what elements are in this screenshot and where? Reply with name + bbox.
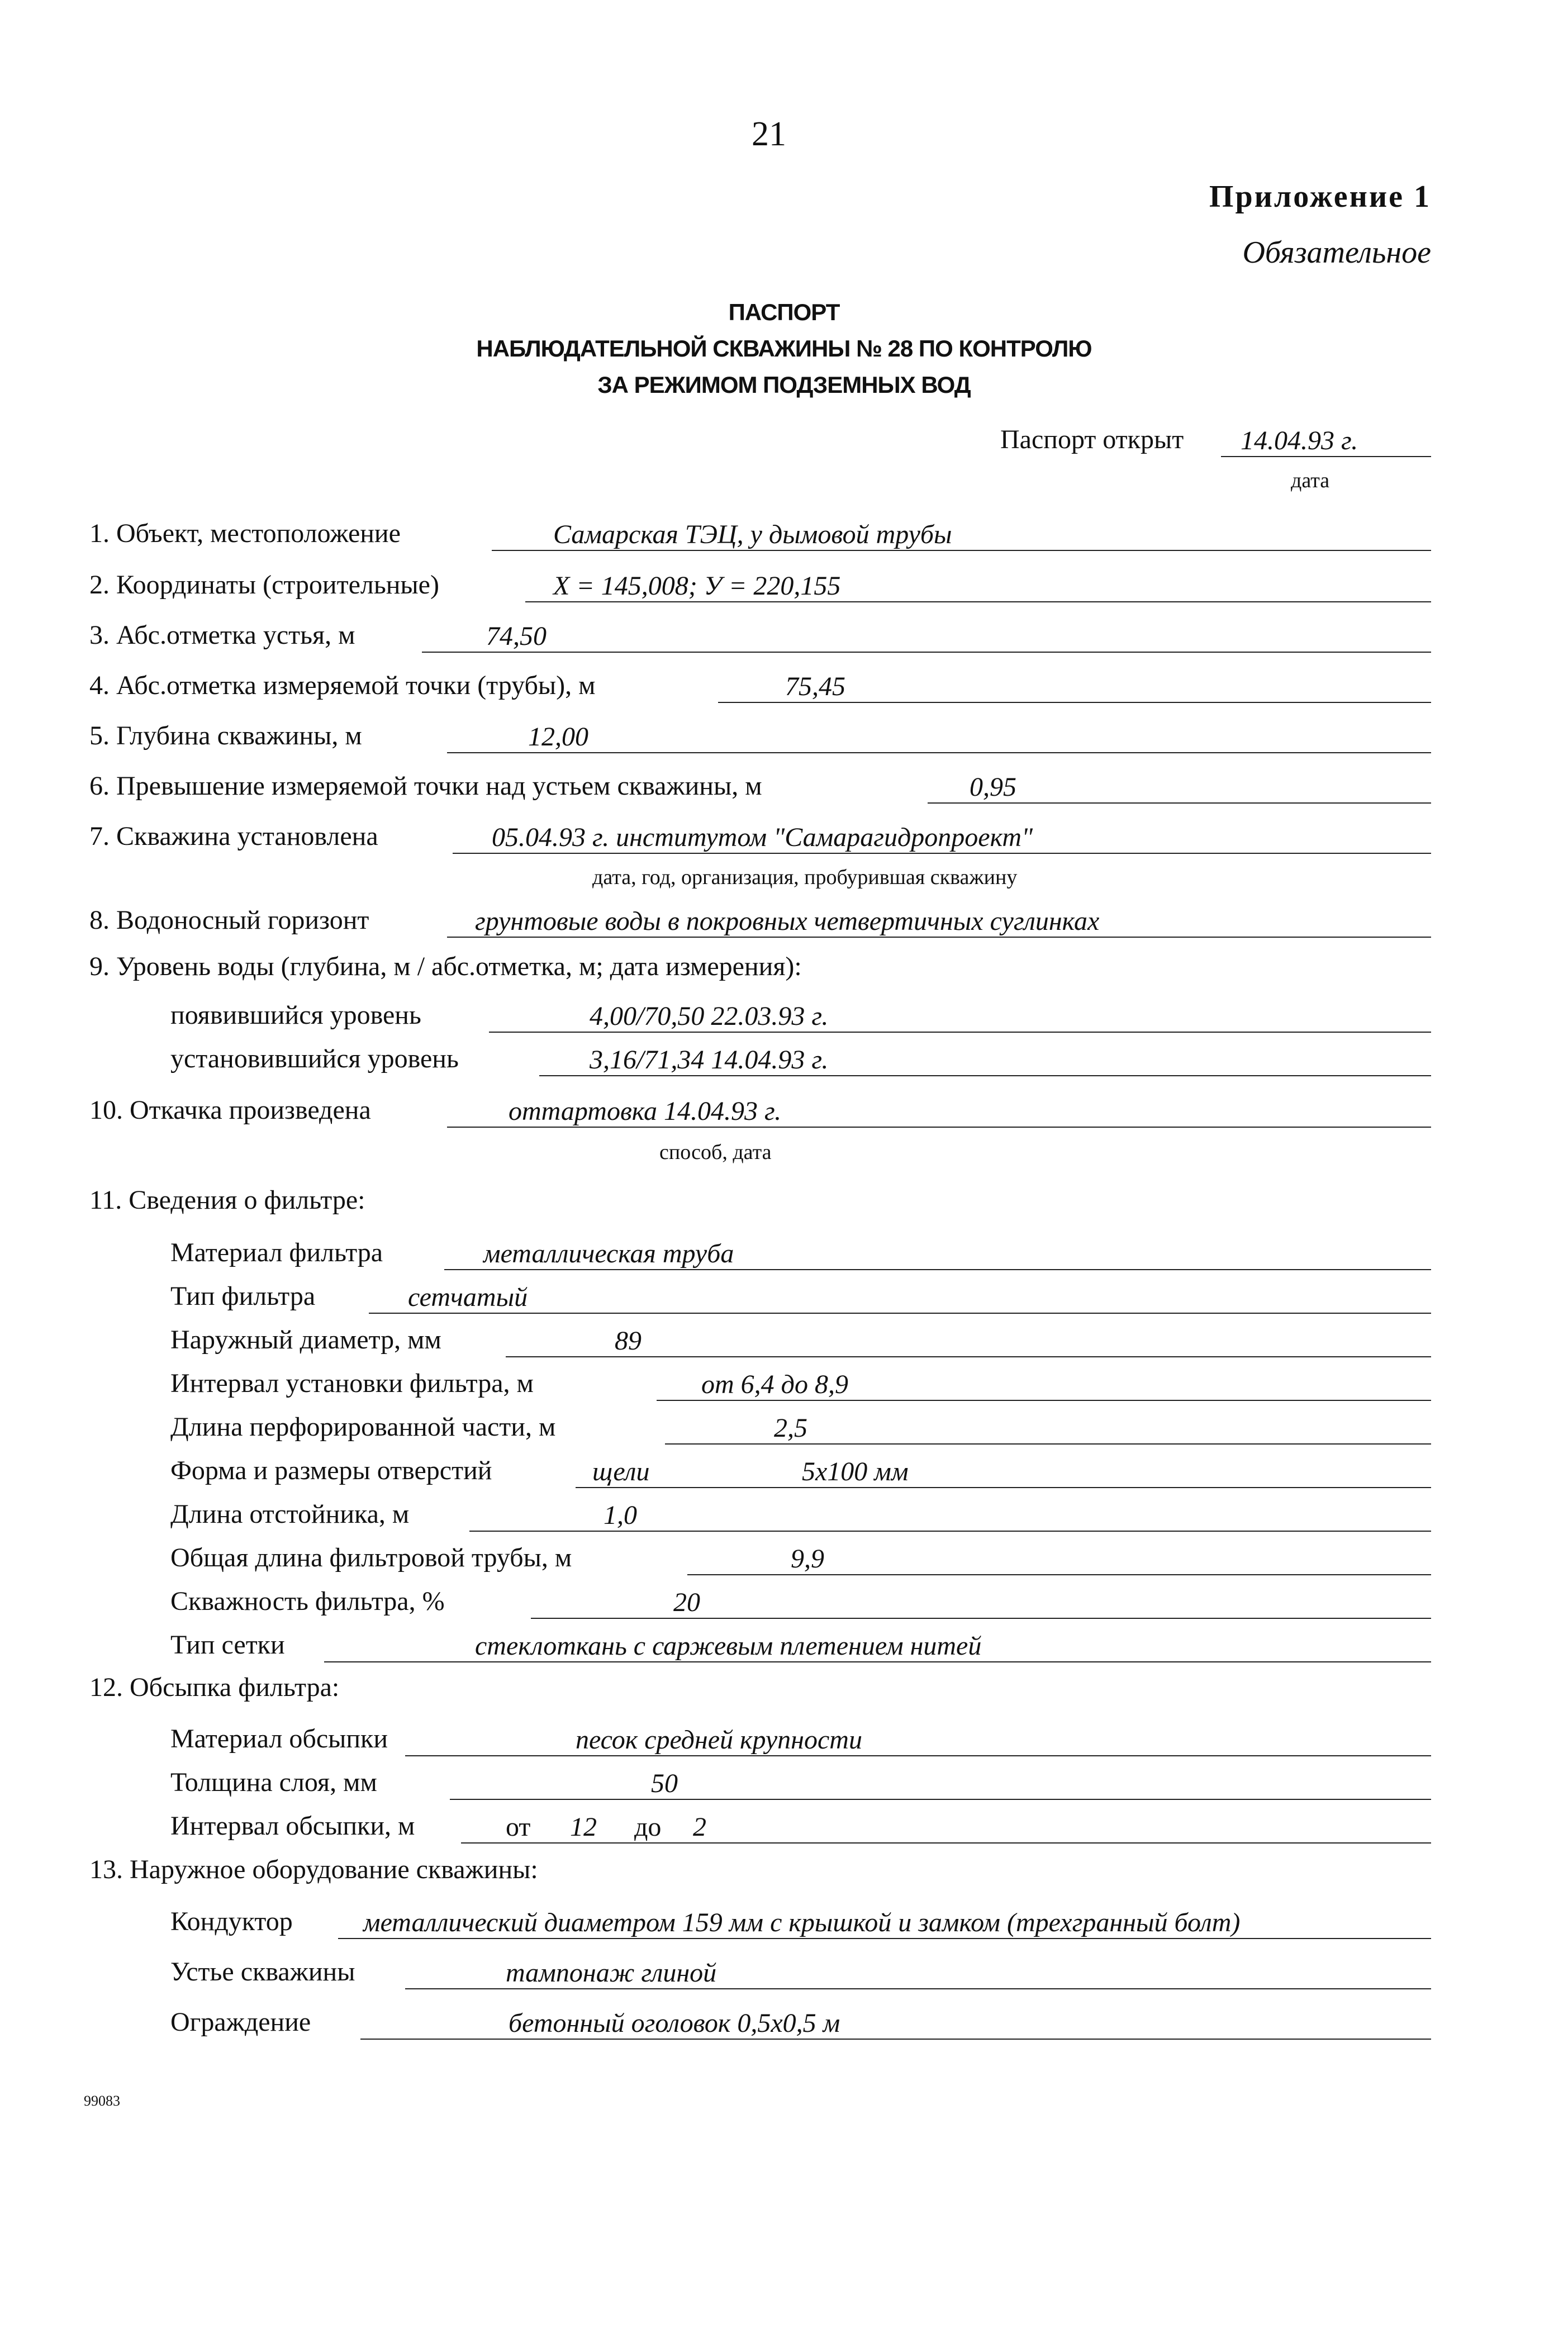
field-filter-sump-length: [170, 1499, 1431, 1534]
field-label: 10. Откачка произведена: [89, 1095, 371, 1125]
field-label: Кондуктор: [170, 1907, 293, 1936]
passport-opened-caption: дата: [1291, 469, 1330, 492]
field-value: сетчатый: [408, 1282, 528, 1312]
field-value: металлическая труба: [483, 1239, 734, 1268]
field-label: 4. Абс.отметка измеряемой точки (трубы), м: [89, 671, 596, 700]
field-value: 50: [651, 1769, 678, 1798]
fill-line: [461, 1811, 1431, 1844]
page-number: 21: [752, 115, 786, 153]
field-label: Форма и размеры отверстий: [170, 1456, 492, 1485]
field-label: Устье скважины: [170, 1957, 355, 1987]
field-label: Материал фильтра: [170, 1238, 383, 1267]
field-value: металлический диаметром 159 мм с крышкой и замком (трехгранный болт): [363, 1908, 1241, 1937]
field-label: Длина перфорированной части, м: [170, 1412, 556, 1442]
field-value: 74,50: [486, 621, 547, 651]
field-filter-openings: [170, 1456, 1431, 1490]
field-value: 9,9: [791, 1544, 824, 1574]
field-coordinates: [89, 570, 1431, 605]
field-value: 1,0: [604, 1500, 637, 1530]
field-label: установившийся уровень: [170, 1044, 459, 1073]
footer-code: 99083: [84, 2093, 120, 2109]
field-well-installed-caption: дата, год, организация, пробурившая скважину: [592, 866, 1018, 889]
field-value: оттартовка 14.04.93 г.: [509, 1096, 782, 1126]
field-well-installed: [89, 821, 1431, 856]
field-label: 8. Водоносный горизонт: [89, 905, 369, 935]
field-fence: [170, 2007, 1431, 2042]
field-filter-perforated-length: [170, 1412, 1431, 1447]
field-value-2: 5x100 мм: [802, 1457, 909, 1486]
field-value: 89: [615, 1326, 642, 1356]
fill-line: [450, 1768, 1431, 1800]
field-label: Тип фильтра: [170, 1281, 316, 1311]
field-wellhead: [170, 1957, 1431, 1992]
field-value: тампонаж глиной: [506, 1958, 717, 1988]
field-well-depth: [89, 721, 1431, 756]
field-measure-point-excess: [89, 771, 1431, 806]
field-filter-mesh-type: [170, 1630, 1431, 1665]
fill-line: [422, 620, 1431, 653]
field-filter-heading: 11. Сведения о фильтре:: [89, 1185, 365, 1215]
field-label: 7. Скважина установлена: [89, 821, 378, 851]
field-label: Интервал обсыпки, м: [170, 1811, 415, 1841]
field-label: 1. Объект, местоположение: [89, 519, 401, 548]
field-label: Общая длина фильтровой трубы, м: [170, 1543, 572, 1572]
field-filter-interval: [170, 1369, 1431, 1403]
field-filter-outer-diameter: [170, 1325, 1431, 1360]
field-value: 2,5: [774, 1413, 807, 1443]
field-filter-pipe-length: [170, 1543, 1431, 1578]
field-value: X = 145,008; У = 220,155: [553, 571, 841, 601]
field-label: Толщина слоя, мм: [170, 1768, 377, 1797]
field-value: стеклоткань с саржевым плетением нитей: [475, 1631, 982, 1661]
passport-opened-row: [1000, 425, 1431, 459]
field-label: Скважность фильтра, %: [170, 1586, 445, 1616]
field-filter-porosity: [170, 1586, 1431, 1621]
field-value: щели: [592, 1457, 650, 1486]
field-water-level-heading: 9. Уровень воды (глубина, м / абс.отметка, м; дата измерения):: [89, 952, 802, 981]
field-value: 75,45: [785, 672, 845, 701]
field-pumping: [89, 1095, 1431, 1130]
field-gravel-pack-material: [170, 1724, 1431, 1759]
field-label: Ограждение: [170, 2007, 311, 2037]
field-value: 3,16/71,34 14.04.93 г.: [590, 1045, 829, 1075]
field-measure-point-elevation: [89, 671, 1431, 705]
field-filter-type: [170, 1281, 1431, 1316]
fill-line: [405, 1724, 1431, 1756]
field-value: 20: [673, 1588, 700, 1617]
field-value: 05.04.93 г. институтом "Самарагидропроект": [492, 823, 1033, 852]
interval-to-value: 2: [693, 1812, 706, 1842]
field-label: 2. Координаты (строительные): [89, 570, 439, 600]
passport-opened-label: Паспорт открыт: [1000, 425, 1184, 454]
field-water-level-appeared: [170, 1000, 1431, 1035]
field-label: Материал обсыпки: [170, 1724, 388, 1754]
interval-to-word: до: [634, 1812, 662, 1842]
field-pumping-caption: способ, дата: [659, 1141, 772, 1164]
field-label: 5. Глубина скважины, м: [89, 721, 362, 750]
interval-from-word: от: [506, 1812, 531, 1842]
field-wellhead-elevation: [89, 620, 1431, 655]
field-value: 12,00: [528, 722, 588, 752]
field-value: бетонный оголовок 0,5x0,5 м: [509, 2008, 840, 2038]
field-value: от 6,4 до 8,9: [701, 1370, 848, 1399]
fill-line: [369, 1281, 1431, 1314]
doc-title-line2: НАБЛЮДАТЕЛЬНОЙ СКВАЖИНЫ № 28 ПО КОНТРОЛЮ: [476, 335, 1092, 362]
field-external-equipment-heading: 13. Наружное оборудование скважины:: [89, 1855, 538, 1884]
interval-from-value: 12: [570, 1812, 597, 1842]
field-value: 0,95: [970, 772, 1016, 802]
field-gravel-pack-thickness: [170, 1768, 1431, 1802]
appendix-status: Обязательное: [1242, 235, 1431, 270]
doc-title-line1: ПАСПОРТ: [728, 299, 840, 325]
fill-line: [531, 1586, 1431, 1619]
field-value: песок средней крупности: [576, 1725, 862, 1755]
field-object-location: [89, 519, 1431, 553]
field-gravel-pack-heading: 12. Обсыпка фильтра:: [89, 1673, 340, 1702]
field-value: грунтовые воды в покровных четвертичных суглинках: [475, 906, 1100, 936]
passport-opened-value: 14.04.93 г.: [1241, 426, 1358, 455]
field-conductor: [170, 1907, 1431, 1941]
field-value: Самарская ТЭЦ, у дымовой трубы: [553, 520, 952, 549]
field-label: Тип сетки: [170, 1630, 285, 1660]
field-label: 6. Превышение измеряемой точки над устьем скважины, м: [89, 771, 762, 801]
fill-line: [576, 1456, 1431, 1488]
field-label: Длина отстойника, м: [170, 1499, 410, 1529]
doc-title-line3: ЗА РЕЖИМОМ ПОДЗЕМНЫХ ВОД: [597, 372, 971, 398]
field-gravel-pack-interval: [170, 1811, 1431, 1846]
field-label: появившийся уровень: [170, 1000, 421, 1030]
field-value: 4,00/70,50 22.03.93 г.: [590, 1001, 829, 1031]
field-label: Интервал установки фильтра, м: [170, 1369, 534, 1398]
field-aquifer: [89, 905, 1431, 940]
field-label: 3. Абс.отметка устья, м: [89, 620, 355, 650]
field-water-level-steady: [170, 1044, 1431, 1079]
fill-line: [506, 1325, 1431, 1357]
fill-line: [447, 721, 1431, 753]
field-label: Наружный диаметр, мм: [170, 1325, 441, 1355]
appendix-title: Приложение 1: [1209, 179, 1431, 214]
field-filter-material: [170, 1238, 1431, 1272]
